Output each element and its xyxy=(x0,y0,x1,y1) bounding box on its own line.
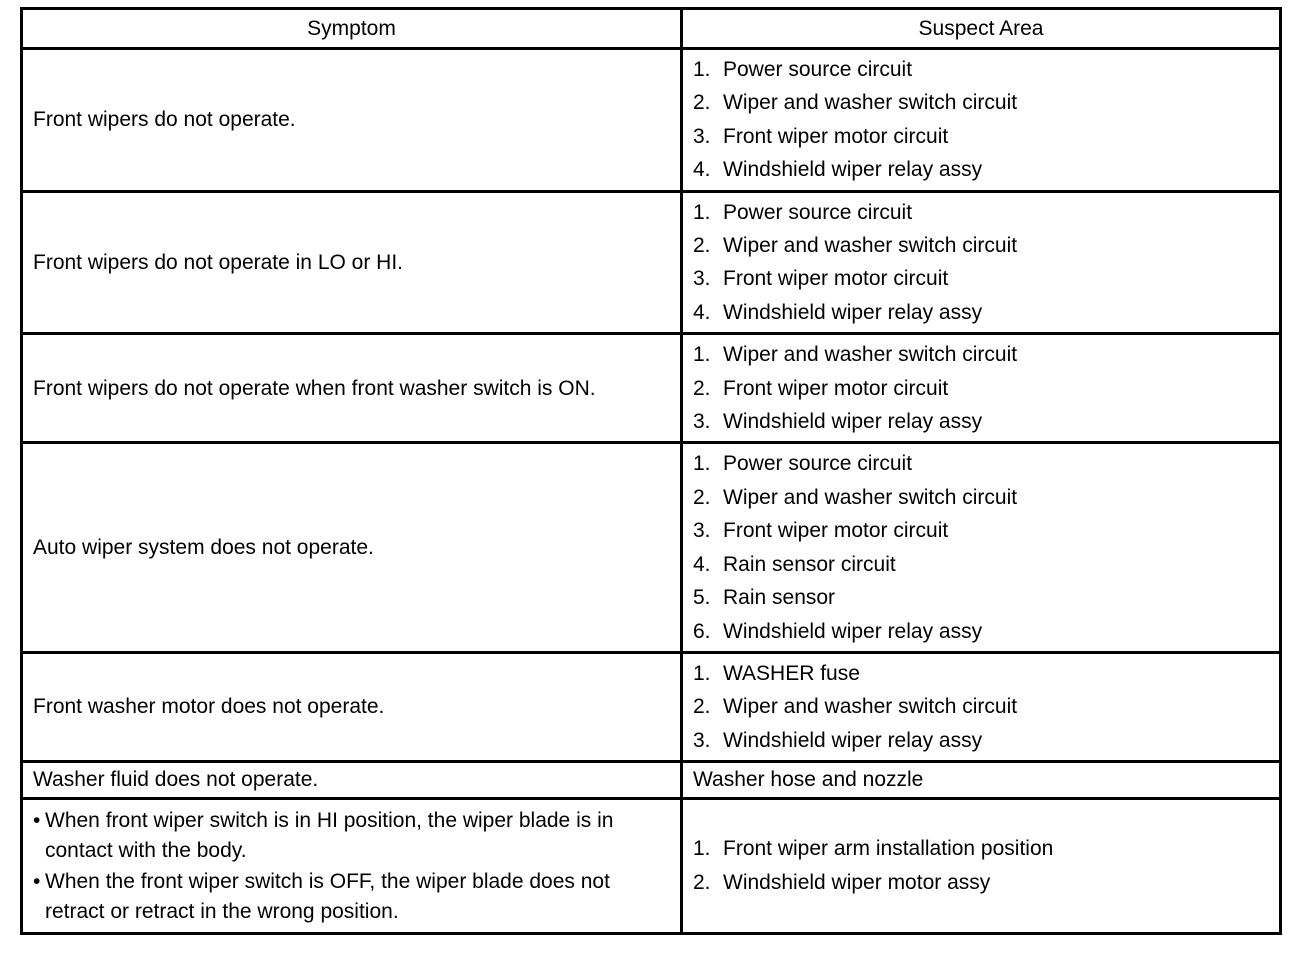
symptom-cell: Front wipers do not operate. xyxy=(22,49,682,192)
suspect-list xyxy=(693,444,1269,650)
symptom-cell: Front wipers do not operate when front washer switch is ON. xyxy=(22,334,682,443)
header-symptom: Symptom xyxy=(22,9,682,49)
suspect-item: 2. Wiper and washer switch circuit xyxy=(693,695,1018,719)
suspect-item: 3. Front wiper motor circuit xyxy=(693,519,949,543)
suspect-item: 4. Windshield wiper relay assy xyxy=(693,158,983,182)
suspect-item: 5. Rain sensor xyxy=(693,586,836,610)
suspect-cell xyxy=(682,49,1281,192)
table-row xyxy=(22,443,1281,652)
table-row xyxy=(22,652,1281,761)
symptom-cell: Front washer motor does not operate. xyxy=(22,652,682,761)
symptom-cell: Front wipers do not operate in LO or HI. xyxy=(22,191,682,334)
suspect-item: 3. Front wiper motor circuit xyxy=(693,267,949,291)
table-row xyxy=(22,334,1281,443)
table-row xyxy=(22,49,1281,192)
suspect-item: 6. Windshield wiper relay assy xyxy=(693,619,983,643)
symptom-cell xyxy=(22,798,682,933)
suspect-item: 2. Wiper and washer switch circuit xyxy=(693,485,1018,509)
suspect-item: 1. Front wiper arm installation position xyxy=(693,837,1054,861)
suspect-item: 2. Wiper and washer switch circuit xyxy=(693,91,1018,115)
suspect-item: 3. Front wiper motor circuit xyxy=(693,124,949,148)
symptom-bullet-item: • When the front wiper switch is OFF, the wiper blade does not retract or retract in the wrong position. xyxy=(33,867,670,928)
suspect-item: 1. WASHER fuse xyxy=(693,661,860,685)
suspect-cell: Washer hose and nozzle xyxy=(682,762,1281,798)
suspect-item: 2. Wiper and washer switch circuit xyxy=(693,234,1018,258)
header-row xyxy=(22,9,1281,49)
suspect-list xyxy=(693,829,1269,902)
suspect-item: 3. Windshield wiper relay assy xyxy=(693,410,983,434)
bullet-icon: • xyxy=(33,869,41,893)
symptom-cell: Auto wiper system does not operate. xyxy=(22,443,682,652)
suspect-cell xyxy=(682,334,1281,443)
suspect-item: 1. Power source circuit xyxy=(693,452,913,476)
symptom-bullet-list xyxy=(33,800,670,932)
suspect-item: 2. Front wiper motor circuit xyxy=(693,376,949,400)
suspect-item: 2. Windshield wiper motor assy xyxy=(693,870,991,894)
symptom-cell: Washer fluid does not operate. xyxy=(22,762,682,798)
symptom-bullet-item: • When front wiper switch is in HI position, the wiper blade is in contact with the body. xyxy=(33,806,670,867)
suspect-cell xyxy=(682,443,1281,652)
table-row xyxy=(22,762,1281,798)
suspect-list xyxy=(693,654,1269,760)
bullet-icon: • xyxy=(33,808,41,832)
suspect-cell xyxy=(682,191,1281,334)
header-suspect-area: Suspect Area xyxy=(682,9,1281,49)
suspect-item: 3. Windshield wiper relay assy xyxy=(693,728,983,752)
suspect-list xyxy=(693,50,1269,190)
suspect-list xyxy=(693,193,1269,333)
suspect-cell xyxy=(682,652,1281,761)
troubleshooting-table xyxy=(20,7,1282,935)
suspect-item: 1. Power source circuit xyxy=(693,58,913,81)
suspect-item: 1. Wiper and washer switch circuit xyxy=(693,343,1018,367)
suspect-item: 1. Power source circuit xyxy=(693,200,913,224)
suspect-item: 4. Windshield wiper relay assy xyxy=(693,300,983,324)
table-row xyxy=(22,798,1281,933)
suspect-item: 4. Rain sensor circuit xyxy=(693,552,896,576)
suspect-list xyxy=(693,335,1269,441)
table-row xyxy=(22,191,1281,334)
suspect-cell xyxy=(682,798,1281,933)
